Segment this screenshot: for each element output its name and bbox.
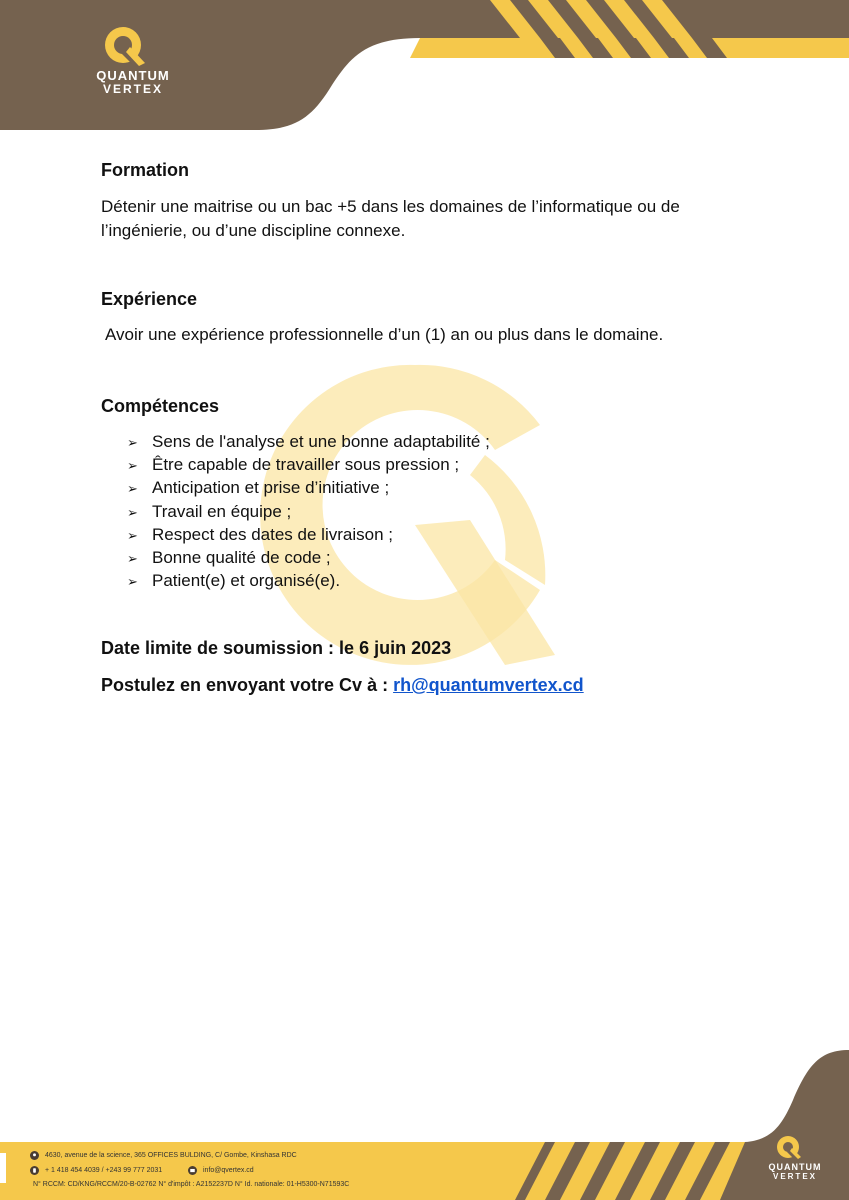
footer-legal: N° RCCM: CD/KNG/RCCM/20-B-02762 N° d'impôt : A2152237D N° Id. nationale: 01-H5300-N71593C [33, 1181, 350, 1188]
arrow-right-icon: ➢ [127, 527, 138, 543]
list-item: ➢ Bonne qualité de code ; [127, 546, 490, 569]
competences-list [127, 430, 490, 592]
footer-address: 4630, avenue de la science, 365 OFFICES BULDING, C/ Gombe, Kinshasa RDC [45, 1152, 297, 1159]
footer-logo-text-line2: VERTEX [772, 1172, 817, 1181]
list-item: ➢ Anticipation et prise d’initiative ; [127, 476, 490, 499]
arrow-right-icon: ➢ [127, 504, 138, 520]
list-item: ➢ Sens de l'analyse et une bonne adaptabilité ; [127, 430, 490, 453]
arrow-right-icon: ➢ [127, 458, 138, 474]
footer-banner [0, 1045, 849, 1200]
list-item: ➢ Patient(e) et organisé(e). [127, 569, 490, 592]
deadline-text: Date limite de soumission : le 6 juin 2023 [101, 638, 452, 658]
footer-email: info@qvertex.cd [203, 1167, 254, 1174]
footer-phone: + 1 418 454 4039 / +243 99 777 2031 [45, 1167, 163, 1174]
competences-heading: Compétences [101, 396, 220, 416]
list-item: ➢ Travail en équipe ; [127, 500, 490, 523]
phone-icon [30, 1166, 39, 1175]
list-item: ➢ Respect des dates de livraison ; [127, 523, 490, 546]
apply-email-link[interactable]: rh@quantumvertex.cd [393, 675, 584, 695]
formation-text: Détenir une maitrise ou un bac +5 dans les domaines de l’informatique ou de l’ingénierie, ou d’une discipline connexe. [101, 197, 680, 240]
mail-icon [188, 1166, 197, 1175]
apply-line [101, 675, 584, 696]
apply-label: Postulez en envoyant votre Cv à : [101, 675, 394, 695]
arrow-right-icon: ➢ [127, 550, 138, 566]
location-pin-icon [30, 1151, 39, 1160]
logo-text-line2: VERTEX [102, 82, 163, 96]
list-item: ➢ Être capable de travailler sous pression ; [127, 453, 490, 476]
experience-text: Avoir une expérience professionnelle d’un (1) an ou plus dans le domaine. [105, 325, 664, 344]
arrow-right-icon: ➢ [127, 574, 138, 590]
formation-heading: Formation [101, 160, 189, 180]
arrow-right-icon: ➢ [127, 435, 138, 450]
logo-text-line1: QUANTUM [96, 68, 170, 83]
footer-logo-text-line1: QUANTUM [768, 1162, 822, 1172]
experience-heading: Expérience [101, 289, 198, 309]
arrow-right-icon: ➢ [127, 481, 138, 497]
